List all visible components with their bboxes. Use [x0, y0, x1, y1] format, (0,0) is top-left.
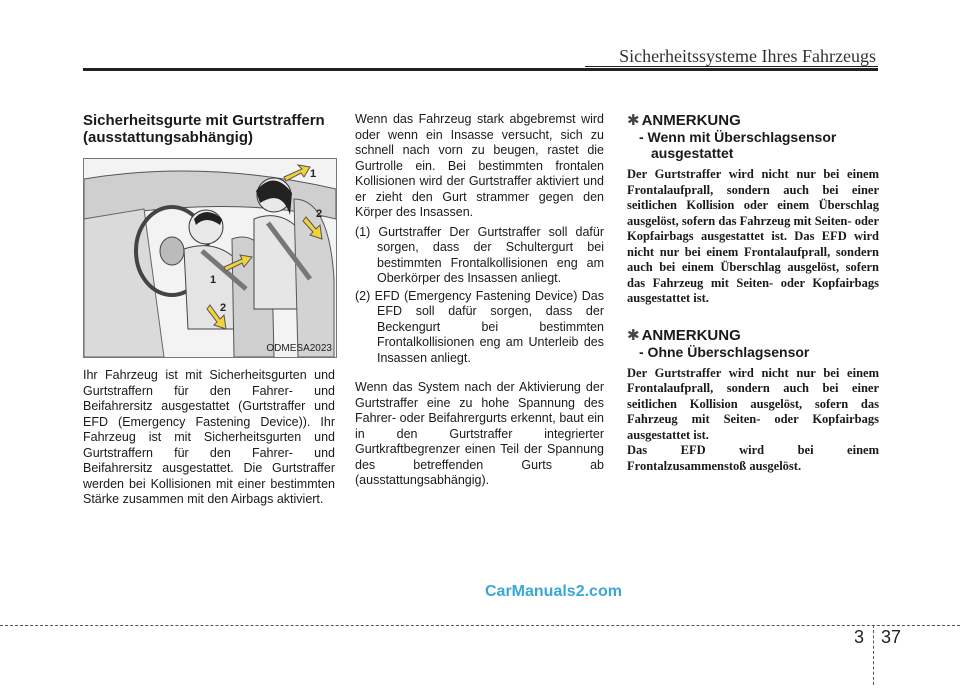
note2-text-efd: Das EFD wird bei einem Frontalzusammenstoß ausgelöst. — [627, 443, 879, 473]
list-item: (1) Gurtstraffer Der Gurtstraffer soll dafür sorgen, dass der Schultergurt bei bestimmten Frontalkollisionen eng am Oberkörper des Insassen anliegt. — [355, 224, 604, 285]
note2-text: Der Gurtstraffer wird nicht nur bei einem Frontalaufprall, sondern auch bei einer seitlichen Kollision ausgelöst, sofern das Fahrzeug mit Seiten- oder Kopfairbags ausgestattet ist. — [627, 365, 879, 442]
pretensioner-list — [355, 225, 604, 367]
col1-paragraph: Ihr Fahrzeug ist mit Sicherheitsgurten und Gurtstraffern für den Fahrer- und Beifahrersitz ausgestattet (Gurtstraffer und EFD (Emergency Fastening Device)). Ihr Fahrzeug ist mit Sicherheitsgurten und Gurtstraffern für den Fahrer- und Beifahrersitz ausgestattet. Die Gurtstraffer werden bei Kollisionen mit einer bestimmten Stärke zusammen mit den Airbags aktiviert. — [83, 368, 335, 506]
column-right — [627, 112, 879, 474]
list-item: (2) EFD (Emergency Fastening Device) Das EFD soll dafür sorgen, dass der Beckengurt bei bestimmten Frontalkollisionen eng am Unterleib des Insassen anliegt. — [355, 288, 604, 365]
figure-callout-1b: 1 — [210, 274, 217, 286]
figure-code: ODMESA2023 — [266, 343, 332, 354]
car-interior-drawing — [84, 159, 336, 357]
section-title: Sicherheitsgurte mit Gurtstraffern (ausstattungsabhängig) — [83, 112, 325, 146]
watermark-link[interactable]: CarManuals2.com — [485, 583, 622, 600]
footer-rule — [0, 625, 960, 626]
chapter-number: 3 — [854, 627, 865, 647]
col2-intro: Wenn das Fahrzeug stark abgebremst wird oder wenn ein Insasse versucht, sich zu schnell nach vorn zu beugen, rastet die Gurtrolle ein. Bei bestimmten frontalen Kollisionen wird der Gurtstraffer aktiviert und er zieht den Gurt strammer gegen den Körper des Insassen. — [355, 112, 604, 219]
figure-callout-2b: 2 — [220, 302, 227, 314]
page-number-value: 37 — [881, 627, 902, 647]
asterisk-icon: ✱ — [627, 326, 640, 344]
page-header-title: Sicherheitssysteme Ihres Fahrzeugs — [619, 46, 876, 66]
asterisk-icon: ✱ — [627, 112, 640, 129]
column-left — [83, 112, 335, 508]
seatbelt-illustration — [83, 158, 337, 358]
note2-subheading: - Ohne Überschlagsensor — [639, 343, 810, 360]
column-middle — [355, 112, 604, 489]
header-rule-thin — [585, 66, 878, 67]
figure-callout-2a: 2 — [316, 208, 323, 220]
note1-subheading: - Wenn mit Überschlagsensor ausgestattet — [639, 129, 837, 161]
note1-text: Der Gurtstraffer wird nicht nur bei einem Frontalaufprall, sondern auch bei einer seitlichen Kollision oder einem Überschlag ausgelöst, sofern das Fahrzeug mit Seiten- oder Kopfairbags ausgestattet ist. Das EFD wird nicht nur bei einem Frontalaufprall, sondern auch bei einem Überschlag ausgelöst, sofern das Fahrzeug mit Seiten- oder Kopfairbags ausgestattet ist. — [627, 167, 879, 305]
page-number — [854, 627, 901, 648]
figure-callout-1a: 1 — [310, 168, 317, 180]
page-number-separator — [873, 625, 874, 685]
note1-heading: ✱ ANMERKUNG — [627, 112, 741, 129]
note2-heading: ✱ ANMERKUNG — [627, 326, 741, 344]
col2-outro: Wenn das System nach der Aktivierung der Gurtstraffer eine zu hohe Spannung des Fahrer- oder Beifahrergurts erkennt, baut ein in den Gurtstraffer integrierter Gurtkraftbegrenzer einen Teil der Spannung des betreffenden Gurts ab (ausstattungsabhängig). — [355, 380, 604, 487]
header-rule — [83, 68, 878, 71]
